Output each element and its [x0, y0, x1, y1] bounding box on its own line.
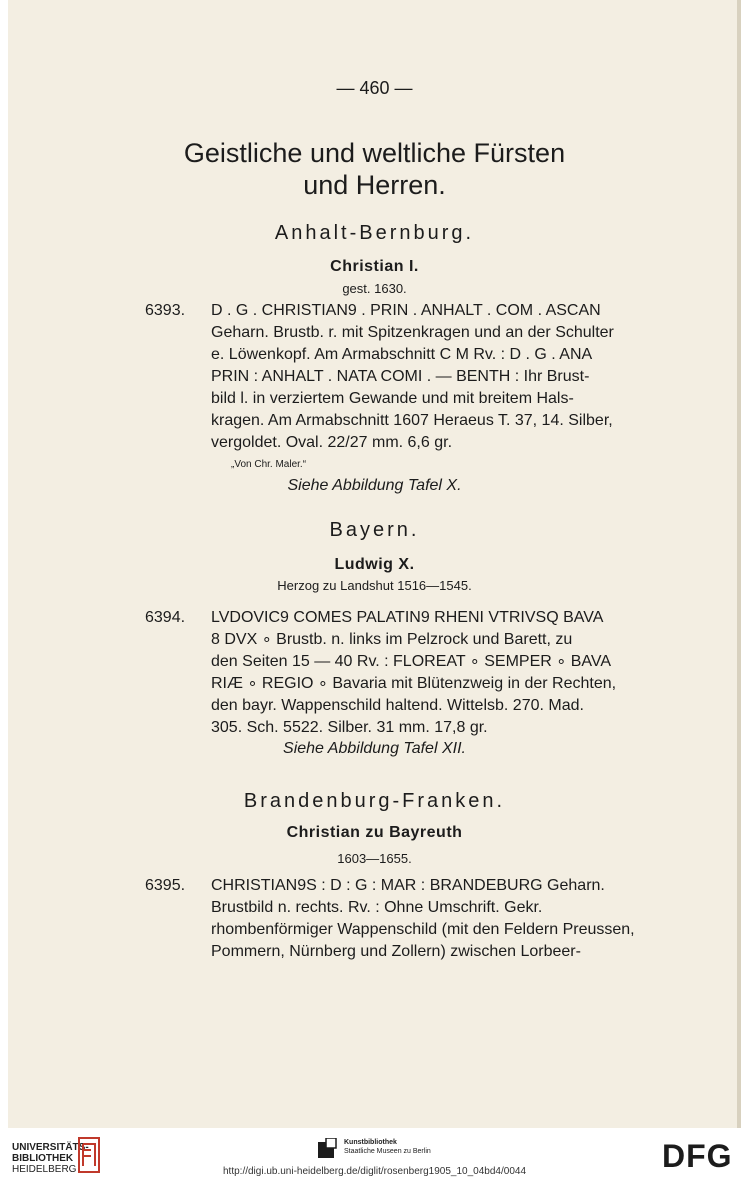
entry-number: 6393. — [145, 302, 186, 319]
plate-reference: Siehe Abbildung Tafel X. — [287, 477, 462, 494]
entry-line: 8 DVX ∘ Brustb. n. links im Pelzrock und Barett, zu — [211, 631, 573, 648]
entry-line: RIÆ ∘ REGIO ∘ Bavaria mit Blütenzweig in der Rechten, — [211, 675, 617, 692]
kunstbibliothek-subtitle: Staatliche Museen zu Berlin — [344, 1148, 431, 1155]
entry-number: 6395. — [145, 877, 186, 894]
page-number: — 460 — — [336, 78, 413, 98]
ruler-name: Ludwig X. — [334, 556, 415, 573]
region-heading: Bayern. — [329, 519, 420, 541]
entry-note: „Von Chr. Maler.“ — [231, 459, 307, 470]
library-name-line: BIBLIOTHEK — [12, 1153, 74, 1164]
plate-reference: Siehe Abbildung Tafel XII. — [283, 740, 466, 757]
entry-line: LVDOVIC9 COMES PALATIN9 RHENI VTRIVSQ BAVA — [211, 609, 604, 626]
ruler-name: Christian I. — [330, 258, 419, 275]
kunstbibliothek-icon — [318, 1138, 338, 1162]
scanned-page — [8, 0, 741, 1128]
heading-line-1: Geistliche und weltliche Fürsten — [183, 138, 566, 168]
library-name-line: UNIVERSITÄTS- — [12, 1142, 89, 1153]
heading-line-2: und Herren. — [303, 170, 446, 200]
entry-line: rhombenförmiger Wappenschild (mit den Feldern Preussen, — [211, 921, 635, 938]
ruler-name: Christian zu Bayreuth — [286, 824, 463, 841]
entry-line: kragen. Am Armabschnitt 1607 Heraeus T. 37, 14. Silber, — [211, 412, 613, 429]
entry-line: bild l. in verziertem Gewande und mit breitem Hals- — [211, 390, 574, 407]
viewer-footer — [0, 1128, 749, 1183]
region-heading: Anhalt-Bernburg. — [274, 222, 475, 244]
ruler-dates: 1603—1655. — [337, 851, 412, 866]
entry-line: 305. Sch. 5522. Silber. 31 mm. 17,8 gr. — [211, 719, 488, 736]
entry-line: vergoldet. Oval. 22/27 mm. 6,6 gr. — [211, 434, 453, 451]
entry-line: PRIN : ANHALT . NATA COMI . — BENTH : Ihr Brust- — [211, 368, 590, 385]
ruler-dates: Herzog zu Landshut 1516—1545. — [277, 578, 472, 593]
entry-line: den bayr. Wappenschild haltend. Wittelsb. 270. Mad. — [211, 697, 584, 714]
entry-line: CHRISTIAN9S : D : G : MAR : BRANDEBURG Geharn. — [211, 877, 605, 894]
library-name-line: HEIDELBERG — [12, 1164, 77, 1175]
entry-line: e. Löwenkopf. Am Armabschnitt C M Rv. : D . G . ANA — [211, 346, 593, 363]
permalink-url[interactable]: http://digi.ub.uni-heidelberg.de/diglit/rosenberg1905_10_04bd4/0044 — [222, 1166, 527, 1177]
dfg-logo[interactable]: DFG — [662, 1138, 733, 1174]
entry-line: Brustbild n. rechts. Rv. : Ohne Umschrift. Gekr. — [211, 899, 543, 916]
entry-line: den Seiten 15 — 40 Rv. : FLOREAT ∘ SEMPER ∘ BAVA — [211, 653, 612, 670]
region-heading: Brandenburg-Franken. — [243, 790, 506, 812]
entry-line: Pommern, Nürnberg und Zollern) zwischen Lorbeer- — [211, 943, 581, 960]
entry-line: Geharn. Brustb. r. mit Spitzenkragen und an der Schulter — [211, 324, 614, 341]
entry-line: D . G . CHRISTIAN9 . PRIN . ANHALT . COM . ASCAN — [211, 302, 601, 319]
kunstbibliothek-name: Kunstbibliothek — [344, 1139, 397, 1146]
ruler-dates: gest. 1630. — [342, 281, 407, 296]
entry-number: 6394. — [145, 609, 186, 626]
